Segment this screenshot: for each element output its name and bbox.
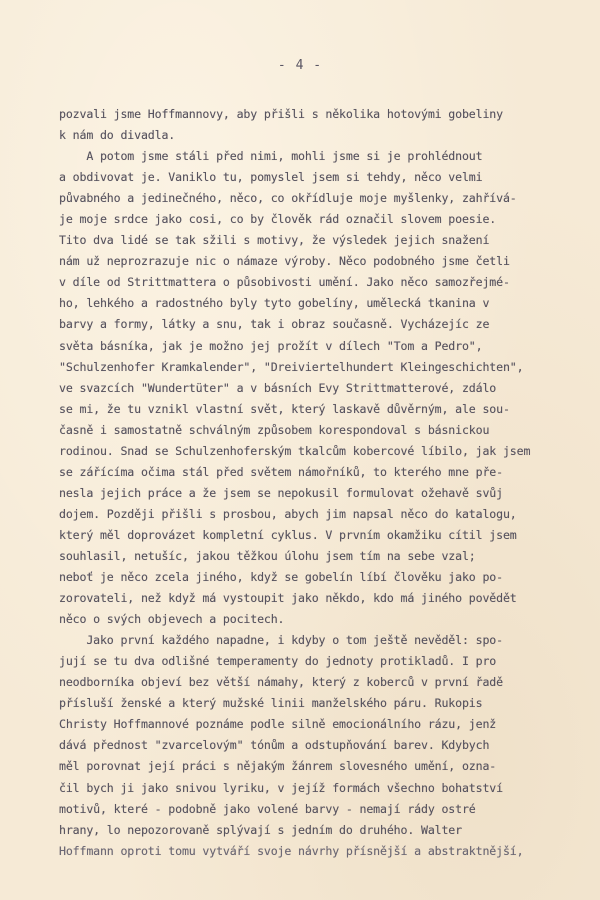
text-line: něco o svých objevech a pocitech.	[59, 612, 285, 627]
text-line: "Schulzenhofer Kramkalender", "Dreiviertelhundert Kleingeschichten",	[59, 359, 524, 374]
text-line: souhlasil, netušíc, jakou těžkou úlohu jsem tím na sebe vzal;	[59, 548, 476, 563]
text-line: světa básníka, jak je možno jej prožít v dílech "Tom a Pedro",	[59, 338, 483, 353]
text-line: jují se tu dva odlišné temperamenty do jednoty protikladů. I pro	[59, 654, 497, 669]
text-line: přísluší ženské a který mužské linii manželského páru. Rukopis	[59, 696, 483, 711]
text-line: A potom jsme stáli před nimi, mohli jsme si je prohlédnout	[59, 149, 483, 164]
page-number: - 4 -	[277, 58, 323, 73]
text-line: půvabného a jedinečného, něco, co okřídluje moje myšlenky, zahřívá-	[59, 191, 517, 206]
text-line: časně i samostatně schválným způsobem korespondoval s básnickou	[59, 422, 490, 437]
text-line: Tito dva lidé se tak sžili s motivy, že výsledek jejich snažení	[59, 233, 490, 248]
text-line: barvy a formy, látky a snu, tak i obraz současně. Vycházejíc ze	[59, 317, 490, 332]
text-line: k nám do divadla.	[59, 128, 176, 143]
text-line: se mi, že tu vznikl vlastní svět, který laskavě důvěrným, ale sou-	[59, 401, 510, 416]
text-line: nesla jejich práce a že jsem se nepokusil formulovat ožehavě svůj	[59, 485, 503, 500]
text-line: je moje srdce jako cosi, co by člověk rád označil slovem poesie.	[59, 212, 497, 227]
text-line: zorovateli, než když má vystoupit jako někdo, kdo má jiného povědět	[59, 591, 517, 606]
text-line: ho, lehkého a radostného byly tyto gobelíny, umělecká tkanina v	[59, 296, 490, 311]
text-line: měl porovnat její práci s nějakým žánrem slovesného umění, ozna-	[59, 759, 497, 774]
text-line: Hoffmann oproti tomu vytváří svoje návrhy přísnější a abstraktnější,	[59, 843, 524, 858]
text-line: ve svazcích "Wundertüter" a v básních Evy Strittmatterové, zdálo	[59, 380, 497, 395]
text-line: a obdivovat je. Vaniklo tu, pomyslel jsem si tehdy, něco velmi	[59, 170, 483, 185]
text-line: rodinou. Snad se Schulzenhoferským tkalcům kobercové líbilo, jak jsem	[59, 443, 531, 458]
text-line: který měl doprovázet kompletní cyklus. V prvním okamžiku cítil jsem	[59, 527, 517, 542]
text-line: hrany, lo nepozorovaně splývají s jedním do druhého. Walter	[59, 822, 462, 837]
text-line: motivů, které - podobně jako volené barvy - nemají rády ostré	[59, 801, 476, 816]
text-line: v díle od Strittmattera o působivosti umění. Jako něco samozřejmé-	[59, 275, 510, 290]
text-line: dává přednost "zvarcelovým" tónům a odstupňování barev. Kdybych	[59, 738, 490, 753]
body-text	[59, 104, 581, 862]
text-line: neboť je něco zcela jiného, když se gobelín líbí člověku jako po-	[59, 570, 503, 585]
text-line: Christy Hoffmannové poznáme podle silně emocionálního rázu, jenž	[59, 717, 497, 732]
text-line: Jako první každého napadne, i kdyby o tom ještě nevěděl: spo-	[59, 633, 503, 648]
text-line: se zářícíma očima stál před světem námořníků, to kterého mne pře-	[59, 464, 503, 479]
text-line: čil bych ji jako snivou lyriku, v jejíž formách všechno bohatství	[59, 780, 503, 795]
text-line: nám už neprozrazuje nic o námaze výroby. Něco podobného jsme četli	[59, 254, 510, 269]
text-line: pozvali jsme Hoffmannovy, aby přišli s několika hotovými gobeliny	[59, 107, 503, 121]
text-line: dojem. Později přišli s prosbou, abych jim napsal něco do katalogu,	[59, 506, 517, 521]
text-line: neodborníka objeví bez větší námahy, který z koberců v první řadě	[59, 675, 503, 690]
